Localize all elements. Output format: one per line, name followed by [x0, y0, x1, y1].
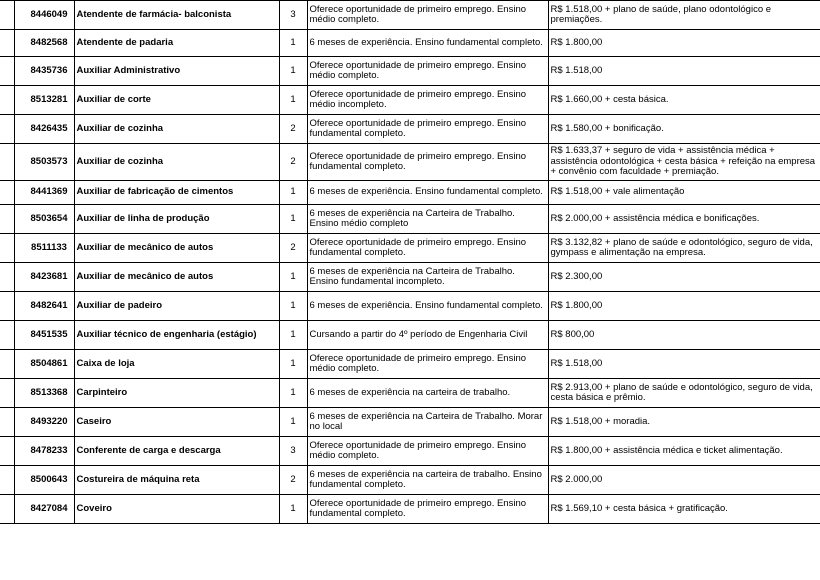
vacancy-count: 3: [279, 1, 307, 30]
job-title: Auxiliar de padeiro: [74, 292, 279, 321]
vacancy-code: 8446049: [14, 1, 74, 30]
table-row: [0, 379, 820, 408]
row-margin-cell: [0, 205, 14, 234]
vacancy-code: 8511133: [14, 234, 74, 263]
vacancy-code: 8423681: [14, 263, 74, 292]
vacancy-count: 1: [279, 292, 307, 321]
salary-benefits: R$ 2.913,00 + plano de saúde e odontológico, seguro de vida, cesta básica e prêmio.: [548, 379, 820, 408]
job-title: Carpinteiro: [74, 379, 279, 408]
vacancy-count: 1: [279, 181, 307, 205]
job-title: Caseiro: [74, 408, 279, 437]
salary-benefits: R$ 2.000,00: [548, 466, 820, 495]
job-title: Auxiliar de corte: [74, 86, 279, 115]
job-title: Atendente de padaria: [74, 30, 279, 57]
table-row: [0, 205, 820, 234]
requirements: 6 meses de experiência na Carteira de Trabalho. Morar no local: [307, 408, 548, 437]
job-title: Auxiliar de cozinha: [74, 115, 279, 144]
requirements: Oferece oportunidade de primeiro emprego. Ensino médio incompleto.: [307, 86, 548, 115]
requirements: Oferece oportunidade de primeiro emprego. Ensino médio completo.: [307, 1, 548, 30]
requirements: Oferece oportunidade de primeiro emprego. Ensino fundamental completo.: [307, 144, 548, 181]
requirements: Oferece oportunidade de primeiro emprego. Ensino fundamental completo.: [307, 234, 548, 263]
table-row: [0, 321, 820, 350]
requirements: Oferece oportunidade de primeiro emprego. Ensino médio completo.: [307, 350, 548, 379]
row-margin-cell: [0, 234, 14, 263]
salary-benefits: R$ 1.569,10 + cesta básica + gratificação.: [548, 495, 820, 524]
table-row: [0, 1, 820, 30]
row-margin-cell: [0, 466, 14, 495]
job-title: Auxiliar de fabricação de cimentos: [74, 181, 279, 205]
salary-benefits: R$ 1.633,37 + seguro de vida + assistência médica + assistência odontológica + cesta básica + refeição na empresa + convênio com faculdade + premiação.: [548, 144, 820, 181]
table-row: [0, 263, 820, 292]
row-margin-cell: [0, 379, 14, 408]
salary-benefits: R$ 1.518,00 + moradia.: [548, 408, 820, 437]
salary-benefits: R$ 1.660,00 + cesta básica.: [548, 86, 820, 115]
table-row: [0, 408, 820, 437]
job-title: Coveiro: [74, 495, 279, 524]
job-title: Auxiliar de mecânico de autos: [74, 263, 279, 292]
vacancy-count: 1: [279, 495, 307, 524]
job-title: Atendente de farmácia- balconista: [74, 1, 279, 30]
table-row: [0, 115, 820, 144]
table-row: [0, 437, 820, 466]
vacancy-code: 8504861: [14, 350, 74, 379]
vacancy-count: 2: [279, 144, 307, 181]
table-row: [0, 144, 820, 181]
vacancy-count: 1: [279, 350, 307, 379]
row-margin-cell: [0, 263, 14, 292]
salary-benefits: R$ 1.580,00 + bonificação.: [548, 115, 820, 144]
row-margin-cell: [0, 1, 14, 30]
table-row: [0, 292, 820, 321]
salary-benefits: R$ 3.132,82 + plano de saúde e odontológico, seguro de vida, gympass e alimentação na empresa.: [548, 234, 820, 263]
salary-benefits: R$ 1.518,00: [548, 350, 820, 379]
salary-benefits: R$ 1.800,00 + assistência médica e ticket alimentação.: [548, 437, 820, 466]
vacancy-count: 1: [279, 205, 307, 234]
vacancy-count: 2: [279, 115, 307, 144]
vacancy-count: 2: [279, 466, 307, 495]
requirements: Oferece oportunidade de primeiro emprego. Ensino fundamental completo.: [307, 495, 548, 524]
row-margin-cell: [0, 30, 14, 57]
job-title: Conferente de carga e descarga: [74, 437, 279, 466]
vacancy-code: 8500643: [14, 466, 74, 495]
requirements: Oferece oportunidade de primeiro emprego. Ensino médio completo.: [307, 437, 548, 466]
table-row: [0, 30, 820, 57]
salary-benefits: R$ 1.518,00: [548, 57, 820, 86]
requirements: 6 meses de experiência. Ensino fundamental completo.: [307, 30, 548, 57]
table-row: [0, 495, 820, 524]
job-title: Auxiliar Administrativo: [74, 57, 279, 86]
row-margin-cell: [0, 86, 14, 115]
row-margin-cell: [0, 144, 14, 181]
row-margin-cell: [0, 437, 14, 466]
job-rows: [0, 1, 820, 524]
salary-benefits: R$ 1.518,00 + plano de saúde, plano odontológico e premiações.: [548, 1, 820, 30]
table-row: [0, 466, 820, 495]
job-title: Auxiliar de cozinha: [74, 144, 279, 181]
requirements: Cursando a partir do 4º período de Engenharia Civil: [307, 321, 548, 350]
vacancy-count: 1: [279, 321, 307, 350]
vacancy-code: 8427084: [14, 495, 74, 524]
requirements: 6 meses de experiência. Ensino fundamental completo.: [307, 292, 548, 321]
vacancy-count: 1: [279, 86, 307, 115]
row-margin-cell: [0, 350, 14, 379]
vacancy-code: 8513281: [14, 86, 74, 115]
vacancy-code: 8503654: [14, 205, 74, 234]
table-row: [0, 86, 820, 115]
requirements: Oferece oportunidade de primeiro emprego. Ensino fundamental completo.: [307, 115, 548, 144]
vacancy-count: 1: [279, 379, 307, 408]
vacancy-code: 8478233: [14, 437, 74, 466]
vacancy-code: 8482568: [14, 30, 74, 57]
vacancy-count: 3: [279, 437, 307, 466]
salary-benefits: R$ 800,00: [548, 321, 820, 350]
vacancy-code: 8482641: [14, 292, 74, 321]
vacancy-code: 8503573: [14, 144, 74, 181]
requirements: 6 meses de experiência na Carteira de Trabalho. Ensino médio completo: [307, 205, 548, 234]
vacancy-code: 8493220: [14, 408, 74, 437]
vacancy-code: 8426435: [14, 115, 74, 144]
row-margin-cell: [0, 57, 14, 86]
row-margin-cell: [0, 181, 14, 205]
row-margin-cell: [0, 115, 14, 144]
job-title: Costureira de máquina reta: [74, 466, 279, 495]
vacancy-code: 8451535: [14, 321, 74, 350]
requirements: 6 meses de experiência. Ensino fundamental completo.: [307, 181, 548, 205]
job-title: Auxiliar técnico de engenharia (estágio): [74, 321, 279, 350]
vacancy-count: 1: [279, 408, 307, 437]
row-margin-cell: [0, 408, 14, 437]
row-margin-cell: [0, 292, 14, 321]
vacancy-count: 2: [279, 234, 307, 263]
requirements: 6 meses de experiência na carteira de trabalho. Ensino fundamental completo.: [307, 466, 548, 495]
vacancy-code: 8513368: [14, 379, 74, 408]
row-margin-cell: [0, 321, 14, 350]
salary-benefits: R$ 1.800,00: [548, 292, 820, 321]
table-row: [0, 181, 820, 205]
vacancy-count: 1: [279, 57, 307, 86]
table-row: [0, 350, 820, 379]
job-title: Auxiliar de linha de produção: [74, 205, 279, 234]
salary-benefits: R$ 1.518,00 + vale alimentação: [548, 181, 820, 205]
requirements: 6 meses de experiência na carteira de trabalho.: [307, 379, 548, 408]
salary-benefits: R$ 1.800,00: [548, 30, 820, 57]
vacancy-code: 8435736: [14, 57, 74, 86]
vacancy-count: 1: [279, 263, 307, 292]
salary-benefits: R$ 2.300,00: [548, 263, 820, 292]
table-row: [0, 234, 820, 263]
job-title: Caixa de loja: [74, 350, 279, 379]
requirements: 6 meses de experiência na Carteira de Trabalho. Ensino fundamental incompleto.: [307, 263, 548, 292]
job-title: Auxiliar de mecânico de autos: [74, 234, 279, 263]
vacancy-count: 1: [279, 30, 307, 57]
vacancy-code: 8441369: [14, 181, 74, 205]
requirements: Oferece oportunidade de primeiro emprego. Ensino médio completo.: [307, 57, 548, 86]
table-row: [0, 57, 820, 86]
salary-benefits: R$ 2.000,00 + assistência médica e bonificações.: [548, 205, 820, 234]
row-margin-cell: [0, 495, 14, 524]
